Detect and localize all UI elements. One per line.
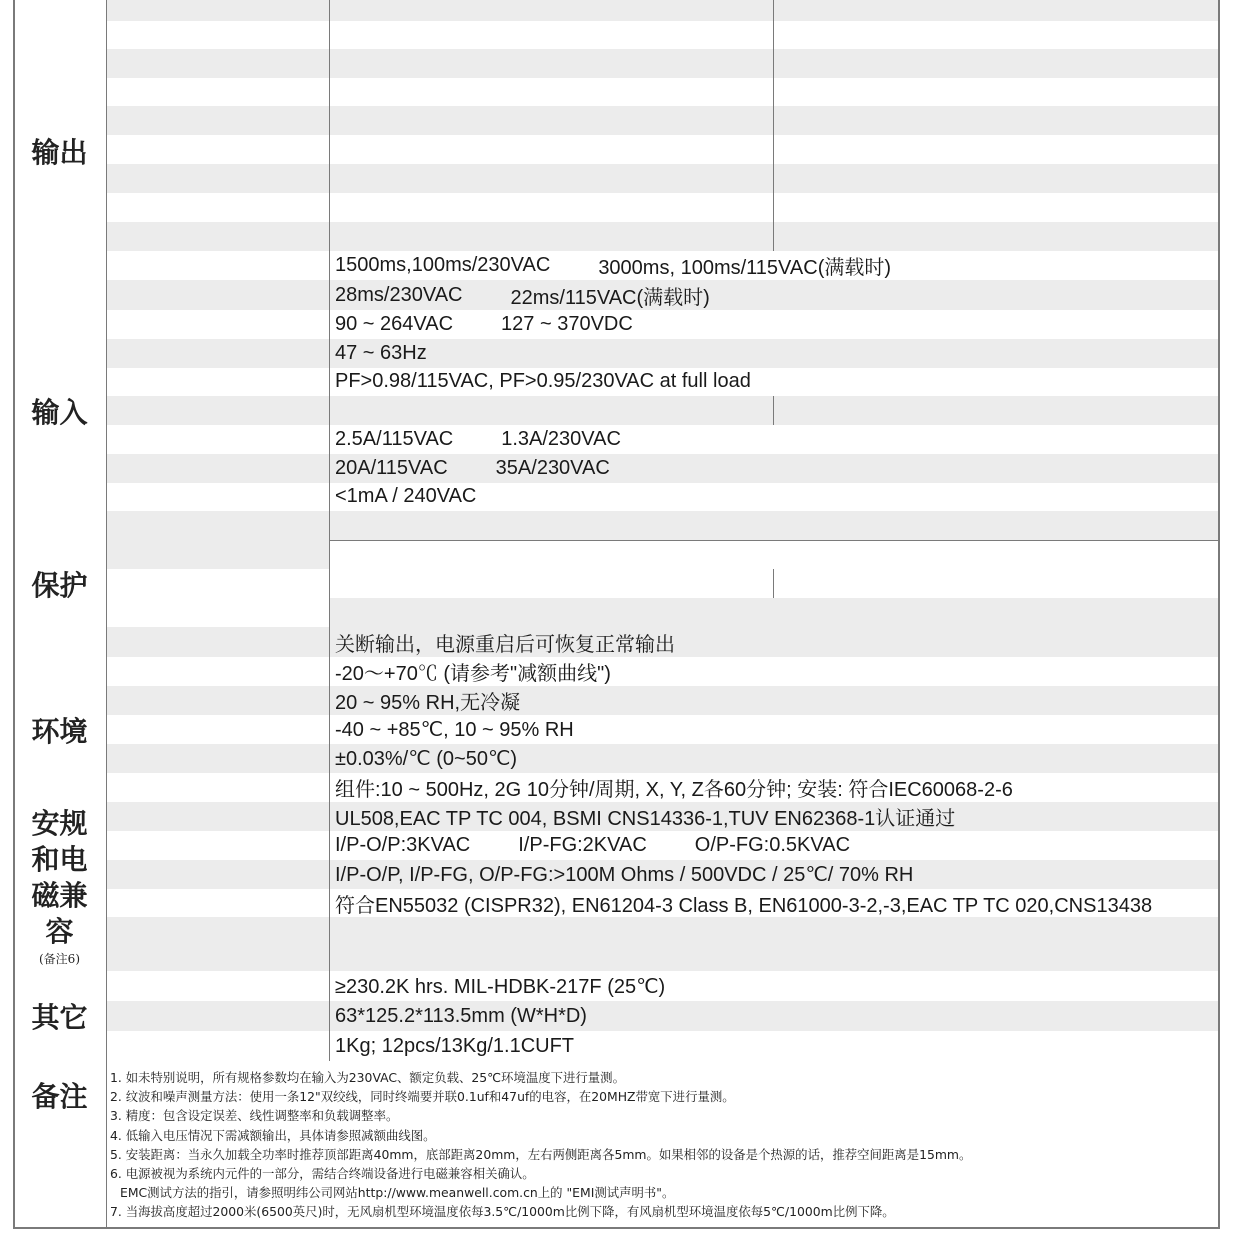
row-value bbox=[329, 917, 1220, 944]
row-label bbox=[106, 0, 329, 21]
spec-table bbox=[13, 0, 1220, 1229]
section-title: 输出 bbox=[31, 136, 88, 169]
row-label bbox=[106, 657, 329, 686]
section-label-notes bbox=[13, 1061, 106, 1229]
row-value bbox=[329, 831, 1220, 860]
section-title: 安规和电磁兼容 bbox=[31, 807, 88, 948]
row-label bbox=[106, 339, 329, 368]
value-part: 20A/115VAC bbox=[335, 456, 448, 479]
row-label bbox=[106, 483, 329, 512]
table-rule bbox=[773, 135, 774, 164]
row-value bbox=[773, 135, 1220, 164]
section-title: 输入 bbox=[31, 395, 88, 429]
value-part: 22ms/115VAC(满载时) bbox=[510, 286, 710, 309]
row-label bbox=[106, 49, 329, 78]
row-value bbox=[329, 802, 1220, 831]
row-label bbox=[106, 251, 329, 281]
row-value bbox=[773, 193, 1220, 222]
table-rule bbox=[773, 49, 774, 78]
row-label bbox=[106, 802, 329, 831]
note-item: 5. 安装距离：当永久加载全功率时推荐顶部距离40mm，底部距离20mm，左右两侧距离各5mm。如果相邻的设备是个热源的话，推荐空间距离是15mm。 bbox=[110, 1146, 972, 1162]
row-label bbox=[106, 21, 329, 50]
value-part: 1.3A/230VAC bbox=[501, 428, 621, 450]
row-value bbox=[329, 657, 1220, 686]
row-label bbox=[106, 135, 329, 164]
row-label bbox=[106, 627, 329, 657]
note-item: 7. 当海拔高度超过2000米(6500英尺)时，无风扇机型环境温度依每3.5℃/1000m比例下降，有风扇机型环境温度依每5℃/1000m比例下降。 bbox=[110, 1204, 895, 1220]
section-label-input bbox=[13, 310, 106, 511]
table-rule bbox=[1218, 0, 1220, 1229]
row-label bbox=[106, 454, 329, 483]
table-rule bbox=[106, 0, 107, 1229]
value-part: UL508,EAC TP TC 004, BSMI CNS14336-1,TUV EN62368-1认证通过 bbox=[335, 808, 956, 830]
note-item: 3. 精度：包含设定误差、线性调整率和负载调整率。 bbox=[110, 1108, 399, 1124]
row-value bbox=[329, 280, 1220, 310]
value-part: I/P-FG:2KVAC bbox=[518, 834, 647, 856]
table-rule bbox=[773, 21, 774, 50]
row-label bbox=[106, 280, 329, 310]
section-sublabel: (备注6) bbox=[39, 952, 80, 966]
table-rule bbox=[773, 106, 774, 135]
row-value bbox=[329, 396, 773, 425]
row-value bbox=[773, 49, 1220, 78]
value-part: 符合EN55032 (CISPR32), EN61204-3 Class B, EN61000-3-2,-3,EAC TP TC 020,CNS13438 bbox=[335, 894, 1153, 917]
row-value bbox=[329, 368, 1220, 397]
row-label bbox=[106, 193, 329, 222]
row-value bbox=[329, 598, 1220, 627]
section-label-environment bbox=[13, 657, 106, 802]
section-label-protection bbox=[13, 511, 106, 657]
row-value bbox=[773, 78, 1220, 107]
row-value bbox=[329, 49, 773, 78]
table-rule bbox=[13, 0, 15, 1229]
row-label bbox=[106, 971, 329, 1001]
row-label bbox=[106, 917, 329, 971]
table-rule bbox=[329, 0, 330, 1061]
value-part: 63*125.2*113.5mm (W*H*D) bbox=[335, 1004, 587, 1027]
table-rule bbox=[773, 222, 774, 251]
row-label bbox=[106, 889, 329, 917]
row-label bbox=[106, 860, 329, 889]
value-part: 3000ms, 100ms/115VAC(满载时) bbox=[598, 256, 892, 279]
value-part: PF>0.98/115VAC, PF>0.95/230VAC at full load bbox=[335, 370, 751, 393]
value-part: 90 ~ 264VAC bbox=[335, 313, 454, 335]
table-rule bbox=[773, 164, 774, 193]
value-part: 关断输出，电源重启后可恢复正常输出 bbox=[335, 633, 675, 656]
row-value bbox=[329, 971, 1220, 1001]
value-part: ≥230.2K hrs. MIL-HDBK-217F (25℃) bbox=[335, 975, 666, 998]
value-part: -20～+70℃ (请参考"减额曲线") bbox=[335, 663, 611, 685]
row-label bbox=[106, 744, 329, 773]
section-label-output bbox=[13, 0, 106, 310]
row-value bbox=[773, 222, 1220, 251]
value-part: ±0.03%/℃ (0~50℃) bbox=[335, 748, 518, 770]
note-item: 1. 如未特别说明，所有规格参数均在输入为230VAC、额定负载、25℃环境温度下进行量测。 bbox=[110, 1070, 625, 1085]
row-label bbox=[106, 569, 329, 627]
row-value bbox=[329, 222, 773, 251]
section-label-safety_emc bbox=[13, 802, 106, 971]
notes-list bbox=[106, 1061, 1220, 1229]
table-rule bbox=[773, 193, 774, 222]
row-label bbox=[106, 222, 329, 251]
row-label bbox=[106, 715, 329, 744]
note-item: 6. 电源被视为系统内元件的一部分，需结合终端设备进行电磁兼容相关确认。 bbox=[110, 1165, 535, 1181]
value-part: 20 ~ 95% RH,无冷凝 bbox=[335, 692, 521, 714]
row-value bbox=[329, 860, 1220, 889]
value-part: O/P-FG:0.5KVAC bbox=[694, 834, 851, 856]
row-value bbox=[329, 569, 773, 598]
row-value bbox=[329, 164, 773, 193]
section-title: 环境 bbox=[31, 714, 88, 748]
section-title: 其它 bbox=[31, 1001, 88, 1034]
row-value bbox=[773, 396, 1220, 425]
row-value bbox=[329, 889, 1220, 917]
row-label bbox=[106, 511, 329, 569]
row-label bbox=[106, 78, 329, 107]
row-value bbox=[329, 21, 773, 50]
row-value bbox=[329, 310, 1220, 339]
row-value bbox=[329, 627, 1220, 657]
row-label bbox=[106, 1031, 329, 1061]
section-title: 备注 bbox=[31, 1080, 88, 1113]
row-value bbox=[329, 251, 1220, 281]
row-value bbox=[773, 106, 1220, 135]
note-item: EMC测试方法的指引，请参照明纬公司网站http://www.meanwell.com.cn上的 "EMI测试声明书"。 bbox=[120, 1185, 675, 1201]
row-label bbox=[106, 686, 329, 715]
value-part: 1Kg; 12pcs/13Kg/1.1CUFT bbox=[335, 1034, 575, 1057]
row-value bbox=[329, 944, 1220, 971]
row-value bbox=[329, 454, 1220, 483]
row-value bbox=[329, 339, 1220, 368]
row-value bbox=[329, 0, 773, 21]
value-part: 2.5A/115VAC bbox=[335, 428, 454, 450]
row-value bbox=[329, 1001, 1220, 1031]
row-label bbox=[106, 310, 329, 339]
value-part: 28ms/230VAC bbox=[335, 283, 463, 306]
row-value bbox=[329, 135, 773, 164]
value-part: I/P-O/P, I/P-FG, O/P-FG:>100M Ohms / 500VDC / 25℃/ 70% RH bbox=[335, 864, 914, 886]
table-rule bbox=[773, 0, 774, 21]
row-value bbox=[329, 1031, 1220, 1061]
row-value bbox=[329, 511, 1220, 540]
row-value bbox=[329, 540, 1220, 569]
row-label bbox=[106, 396, 329, 425]
row-value bbox=[329, 744, 1220, 773]
row-value bbox=[329, 686, 1220, 715]
row-value bbox=[329, 193, 773, 222]
table-rule bbox=[773, 569, 774, 598]
row-value bbox=[329, 425, 1220, 454]
row-label bbox=[106, 106, 329, 135]
row-value bbox=[773, 0, 1220, 21]
value-part: 35A/230VAC bbox=[495, 456, 610, 479]
row-value bbox=[329, 715, 1220, 744]
value-part: 47 ~ 63Hz bbox=[335, 341, 427, 364]
row-label bbox=[106, 1001, 329, 1031]
row-label bbox=[106, 368, 329, 397]
table-rule bbox=[13, 1227, 1220, 1229]
value-part: -40 ~ +85℃, 10 ~ 95% RH bbox=[335, 719, 574, 741]
table-rule bbox=[773, 396, 774, 425]
row-value bbox=[329, 78, 773, 107]
section-title: 保护 bbox=[31, 569, 88, 602]
table-rule bbox=[329, 540, 1220, 541]
note-item: 4. 低输入电压情况下需减额输出，具体请参照减额曲线图。 bbox=[110, 1127, 436, 1143]
row-value bbox=[329, 773, 1220, 802]
value-part: 127 ~ 370VDC bbox=[501, 313, 633, 335]
value-part: 组件:10 ~ 500Hz, 2G 10分钟/周期, X, Y, Z各60分钟; 安装: 符合IEC60068-2-6 bbox=[335, 779, 1013, 801]
note-item: 2. 纹波和噪声测量方法：使用一条12"双绞线，同时终端要并联0.1uf和47uf的电容，在20MHZ带宽下进行量测。 bbox=[110, 1089, 735, 1105]
row-value bbox=[329, 483, 1220, 512]
row-value bbox=[329, 106, 773, 135]
row-label bbox=[106, 425, 329, 454]
row-value bbox=[773, 164, 1220, 193]
value-part: <1mA / 240VAC bbox=[335, 485, 477, 508]
table-rule bbox=[773, 78, 774, 107]
row-value bbox=[773, 21, 1220, 50]
row-label bbox=[106, 773, 329, 802]
section-label-other bbox=[13, 971, 106, 1061]
row-label bbox=[106, 831, 329, 860]
value-part: I/P-O/P:3KVAC bbox=[335, 834, 471, 856]
row-label bbox=[106, 164, 329, 193]
value-part: 1500ms,100ms/230VAC bbox=[335, 253, 551, 276]
row-value bbox=[773, 569, 1220, 598]
